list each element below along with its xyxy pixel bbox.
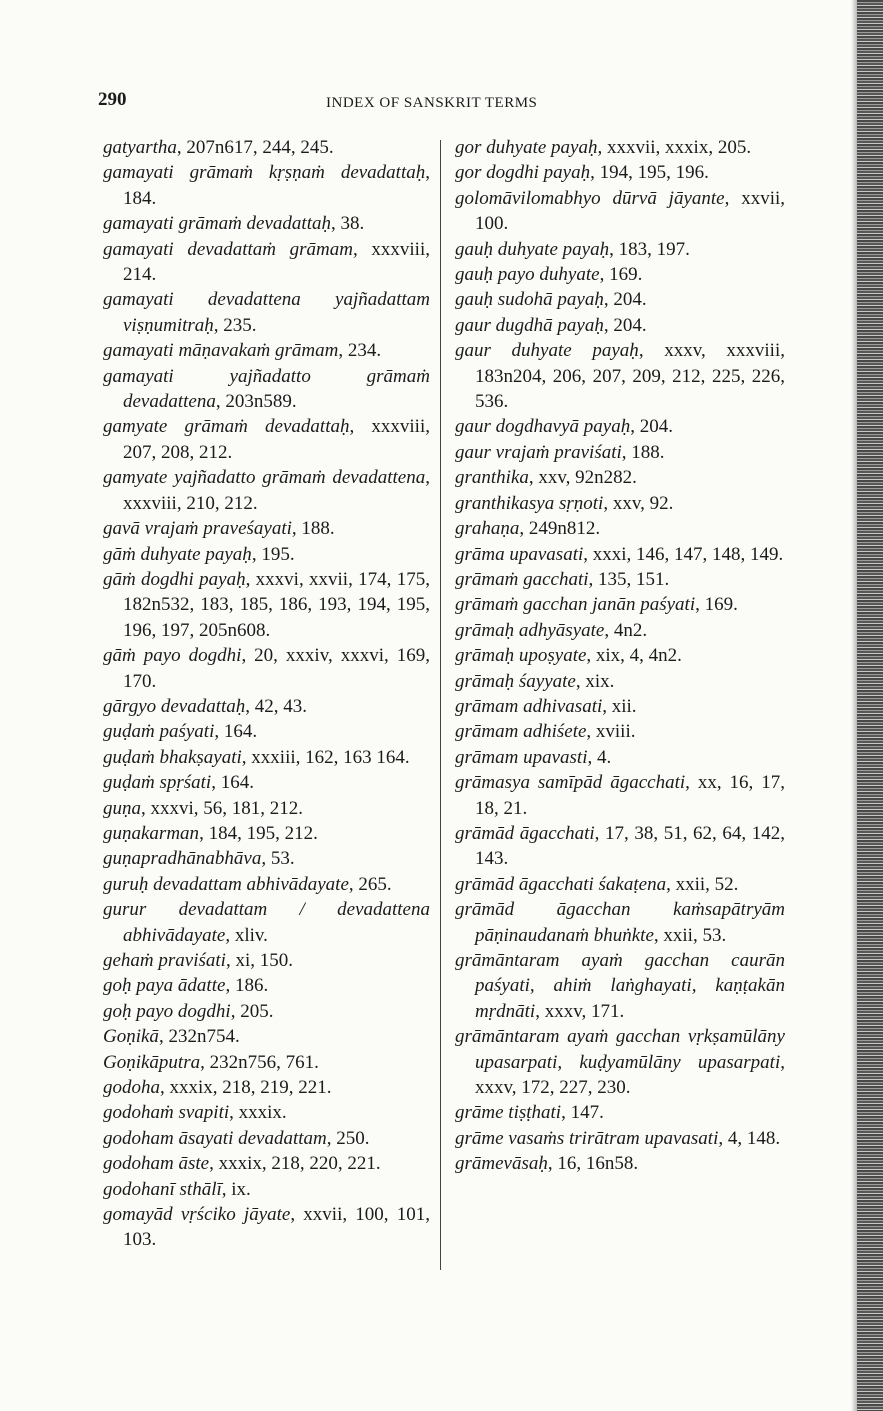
index-entry: grāmaṁ gacchati, 135, 151. — [455, 568, 670, 590]
index-entry: grāmaḥ adhyāsyate, 4n2. — [455, 619, 648, 641]
index-entry: grāmam adhiśete, xviii. — [455, 721, 636, 743]
right-column — [455, 135, 785, 1177]
index-entry: grāmevāsaḥ, 16, 16n58. — [455, 1153, 639, 1175]
index-entry: gor duhyate payaḥ, xxxvii, xxxix, 205. — [455, 137, 752, 158]
index-entry: gatyartha, 207n617, 244, 245. — [103, 137, 334, 158]
index-entry: gamayati yajñadatto grāmaṁ devadattena, 203n589. — [103, 365, 430, 413]
page-edge-shadow — [851, 0, 857, 1411]
index-entry: gaur dogdhavyā payaḥ, 204. — [455, 416, 673, 438]
index-entry: grāmād āgacchan kaṁsapātryām pāṇinaudanaṁ bhuṅkte, xxii, 53. — [455, 899, 785, 946]
index-entry: godoha, xxxix, 218, 219, 221. — [103, 1077, 332, 1099]
index-entry: golomāvilomabhyo dūrvā jāyante, xxvii, 100. — [455, 187, 785, 235]
index-entry: gamayati grāmaṁ devadattaḥ, 38. — [103, 213, 365, 235]
index-entry: goḥ payo dogdhi, 205. — [103, 1000, 274, 1022]
index-entry: guḍaṁ spṛśati, 164. — [103, 772, 254, 794]
running-head: INDEX OF SANSKRIT TERMS — [326, 95, 538, 111]
index-entry: grāmaḥ upoṣyate, xix, 4, 4n2. — [455, 645, 682, 667]
index-entry: guṇapradhānabhāva, 53. — [103, 848, 295, 870]
index-entry: grāmaṁ gacchan janān paśyati, 169. — [455, 594, 738, 616]
index-entry: guruḥ devadattam abhivādayate, 265. — [103, 873, 392, 895]
index-entry: gāṁ dogdhi payaḥ, xxxvi, xxvii, 174, 175, 182n532, 183, 185, 186, 193, 194, 195, 196, 197, 205n608. — [103, 568, 430, 641]
index-entry: gor dogdhi payaḥ, 194, 195, 196. — [455, 162, 709, 184]
page-number: 290 — [98, 89, 127, 110]
index-entry: gaur vrajaṁ praviśati, 188. — [455, 441, 665, 463]
index-entry: gomayād vṛściko jāyate, xxvii, 100, 101, 103. — [103, 1204, 430, 1251]
index-entry: gehaṁ praviśati, xi, 150. — [103, 950, 293, 971]
index-entry: godohanī sthālī, ix. — [103, 1178, 251, 1200]
index-entry: Goṇikā, 232n754. — [103, 1026, 240, 1048]
index-entry: granthikasya sṛṇoti, xxv, 92. — [455, 492, 674, 514]
index-entry: grāme tiṣṭhati, 147. — [455, 1102, 604, 1124]
index-entry: gamayati grāmaṁ kṛṣṇaṁ devadattaḥ, 184. — [103, 162, 430, 209]
column-divider — [440, 140, 441, 1270]
index-entry: gāṁ duhyate payaḥ, 195. — [103, 543, 295, 565]
index-entry: guṇa, xxxvi, 56, 181, 212. — [103, 797, 304, 819]
scanned-page-edge — [857, 0, 883, 1411]
index-entry: Goṇikāputra, 232n756, 761. — [103, 1051, 319, 1073]
index-entry: gaur duhyate payaḥ, xxxv, xxxviii, 183n204, 206, 207, 209, 212, 225, 226, 536. — [455, 340, 785, 413]
index-entry: guḍaṁ bhakṣayati, xxxiii, 162, 163 164. — [103, 746, 410, 768]
index-entry: godoham āsayati devadattam, 250. — [103, 1127, 370, 1149]
index-entry: godoham āste, xxxix, 218, 220, 221. — [103, 1153, 381, 1175]
index-entry: grāmād āgacchati śakaṭena, xxii, 52. — [455, 873, 739, 895]
index-entry: grāmam adhivasati, xii. — [455, 695, 637, 717]
index-entry: gamayati devadattena yajñadattam viṣṇumitraḥ, 235. — [103, 289, 430, 336]
index-entry: granthika, xxv, 92n282. — [455, 467, 637, 489]
index-entry: grāmaḥ śayyate, xix. — [455, 670, 615, 692]
index-entry: gauḥ duhyate payaḥ, 183, 197. — [455, 238, 690, 260]
index-entry: grāme vasaṁs trirātram upavasati, 4, 148. — [455, 1127, 781, 1149]
index-entry: gamyate yajñadatto grāmaṁ devadattena, xxxviii, 210, 212. — [103, 467, 430, 514]
index-entry: gurur devadattam / devadattena abhivādayate, xliv. — [103, 899, 430, 946]
index-entry: gamyate grāmaṁ devadattaḥ, xxxviii, 207, 208, 212. — [103, 416, 430, 463]
index-entry: grahaṇa, 249n812. — [455, 518, 601, 540]
index-entry: gauḥ sudohā payaḥ, 204. — [455, 289, 647, 311]
index-entry: grāmāntaram ayaṁ gacchan caurān paśyati, ahiṁ laṅghayati, kaṇṭakān mṛdnāti, xxxv, 171. — [455, 950, 785, 1022]
index-entry: gauḥ payo duhyate, 169. — [455, 264, 643, 286]
index-entry: gārgyo devadattaḥ, 42, 43. — [103, 695, 308, 717]
index-entry: grāmād āgacchati, 17, 38, 51, 62, 64, 142, 143. — [455, 822, 785, 870]
index-entry: grāmasya samīpād āgacchati, xx, 16, 17, 18, 21. — [455, 772, 785, 819]
index-entry: gamayati devadattaṁ grāmam, xxxviii, 214. — [103, 238, 430, 286]
index-entry: guṇakarman, 184, 195, 212. — [103, 822, 318, 844]
index-entry: guḍaṁ paśyati, 164. — [103, 721, 258, 743]
index-entry: gavā vrajaṁ praveśayati, 188. — [103, 518, 335, 540]
index-entry: grāma upavasati, xxxi, 146, 147, 148, 149. — [455, 543, 784, 565]
index-entry: grāmāntaram ayaṁ gacchan vṛkṣamūlāny upasarpati, kuḍyamūlāny upasarpati, xxxv, 172, 227, 230. — [455, 1026, 785, 1099]
index-entry: goḥ paya ādatte, 186. — [103, 975, 269, 997]
index-entry: gamayati māṇavakaṁ grāmam, 234. — [103, 340, 382, 362]
index-entry: grāmam upavasti, 4. — [455, 746, 612, 768]
index-entry: gaur dugdhā payaḥ, 204. — [455, 314, 647, 336]
index-entry: godohaṁ svapiti, xxxix. — [103, 1102, 287, 1124]
index-entry: gāṁ payo dogdhi, 20, xxxiv, xxxvi, 169, 170. — [103, 645, 431, 692]
left-column — [103, 135, 430, 1253]
